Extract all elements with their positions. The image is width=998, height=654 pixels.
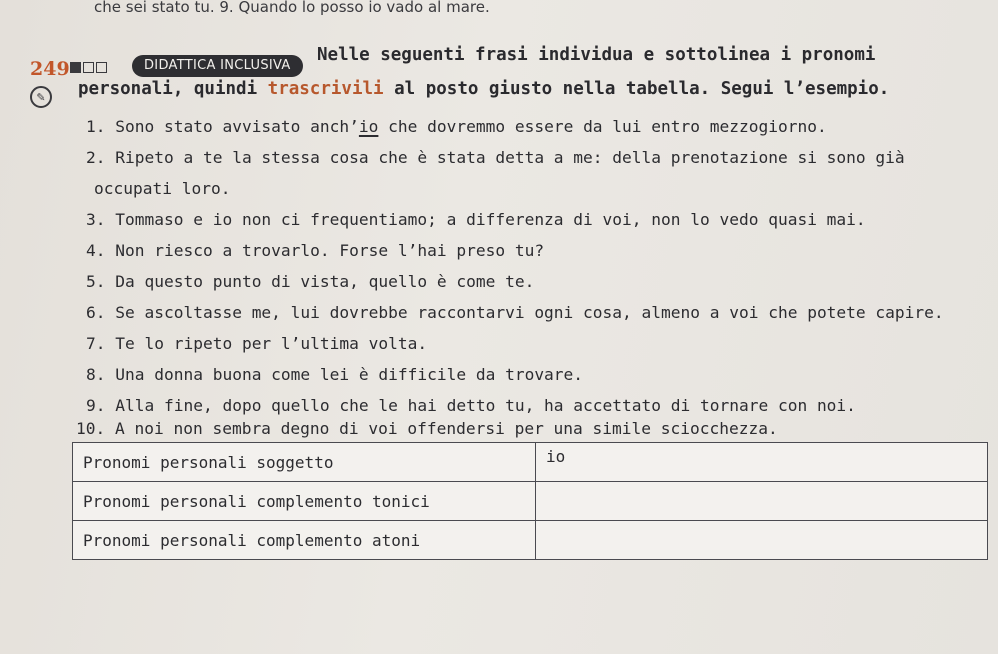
previous-exercise-text: che sei stato tu. 9. Quando lo posso io vado al mare.	[94, 0, 490, 16]
sentence-text: Ripeto a te la stessa cosa che è stata detta a me: della prenotazione si sono già	[115, 148, 905, 167]
sentence-number: 7.	[86, 334, 106, 353]
row-label: Pronomi personali complemento atoni	[73, 521, 536, 560]
sentence-6	[86, 303, 944, 322]
pronoun-table	[72, 442, 988, 560]
sentence-2	[86, 148, 905, 167]
sentence-9	[86, 396, 856, 415]
difficulty-square-empty	[83, 62, 94, 73]
sentence-text: Sono stato avvisato anch’	[115, 117, 359, 136]
sentence-text: Non riesco a trovarlo. Forse l’hai preso tu?	[115, 241, 545, 260]
exercise-type-icon: ✎	[30, 86, 52, 108]
sentence-10	[76, 419, 778, 438]
sentence-text: Da questo punto di vista, quello è come te.	[115, 272, 535, 291]
sentence-7	[86, 334, 427, 353]
sentence-3	[86, 210, 866, 229]
sentence-number: 10.	[76, 419, 106, 438]
sentence-5	[86, 272, 534, 291]
answer-cell[interactable]	[536, 482, 988, 521]
sentence-text: Te lo ripeto per l’ultima volta.	[115, 334, 428, 353]
sentence-number: 5.	[86, 272, 106, 291]
sentence-number: 1.	[86, 117, 106, 136]
underlined-pronoun: io	[358, 117, 379, 136]
instruction-text: al posto giusto nella tabella. Segui l’esempio.	[383, 79, 890, 99]
inclusive-teaching-badge: DIDATTICA INCLUSIVA	[132, 55, 303, 77]
sentence-number: 4.	[86, 241, 106, 260]
instruction-keyword: trascrivili	[267, 79, 384, 99]
sentence-number: 3.	[86, 210, 106, 229]
sentence-text: Se ascoltasse me, lui dovrebbe raccontarvi ogni cosa, almeno a voi che potete capire.	[115, 303, 944, 322]
answer-cell[interactable]	[536, 521, 988, 560]
sentence-text: Tommaso e io non ci frequentiamo; a differenza di voi, non lo vedo quasi mai.	[115, 210, 866, 229]
sentence-text: che dovremmo essere da lui entro mezzogiorno.	[378, 117, 827, 136]
sentence-text: A noi non sembra degno di voi offendersi per una simile sciocchezza.	[115, 419, 778, 438]
sentence-8	[86, 365, 583, 384]
difficulty-indicator	[70, 62, 107, 73]
sentence-text: Una donna buona come lei è difficile da trovare.	[115, 365, 584, 384]
instruction-text: personali, quindi	[78, 79, 268, 99]
row-label: Pronomi personali complemento tonici	[73, 482, 536, 521]
sentence-number: 2.	[86, 148, 106, 167]
table-row	[73, 482, 988, 521]
table-row	[73, 521, 988, 560]
row-label: Pronomi personali soggetto	[73, 443, 536, 482]
answer-cell[interactable]: io	[536, 443, 988, 482]
table-row	[73, 443, 988, 482]
sentence-number: 9.	[86, 396, 106, 415]
sentence-number: 6.	[86, 303, 106, 322]
sentence-number: 8.	[86, 365, 106, 384]
sentence-2-continued	[94, 179, 230, 198]
sentence-1	[86, 117, 827, 136]
instruction-line-1: Nelle seguenti frasi individua e sottolinea i pronomi	[317, 45, 876, 65]
sentence-text: Alla fine, dopo quello che le hai detto tu, ha accettato di tornare con noi.	[115, 396, 856, 415]
difficulty-square-filled	[70, 62, 81, 73]
sentence-text: occupati loro.	[94, 179, 231, 198]
instruction-line-2	[78, 79, 889, 99]
exercise-number: 249	[30, 58, 70, 80]
sentence-4	[86, 241, 544, 260]
difficulty-square-empty	[96, 62, 107, 73]
